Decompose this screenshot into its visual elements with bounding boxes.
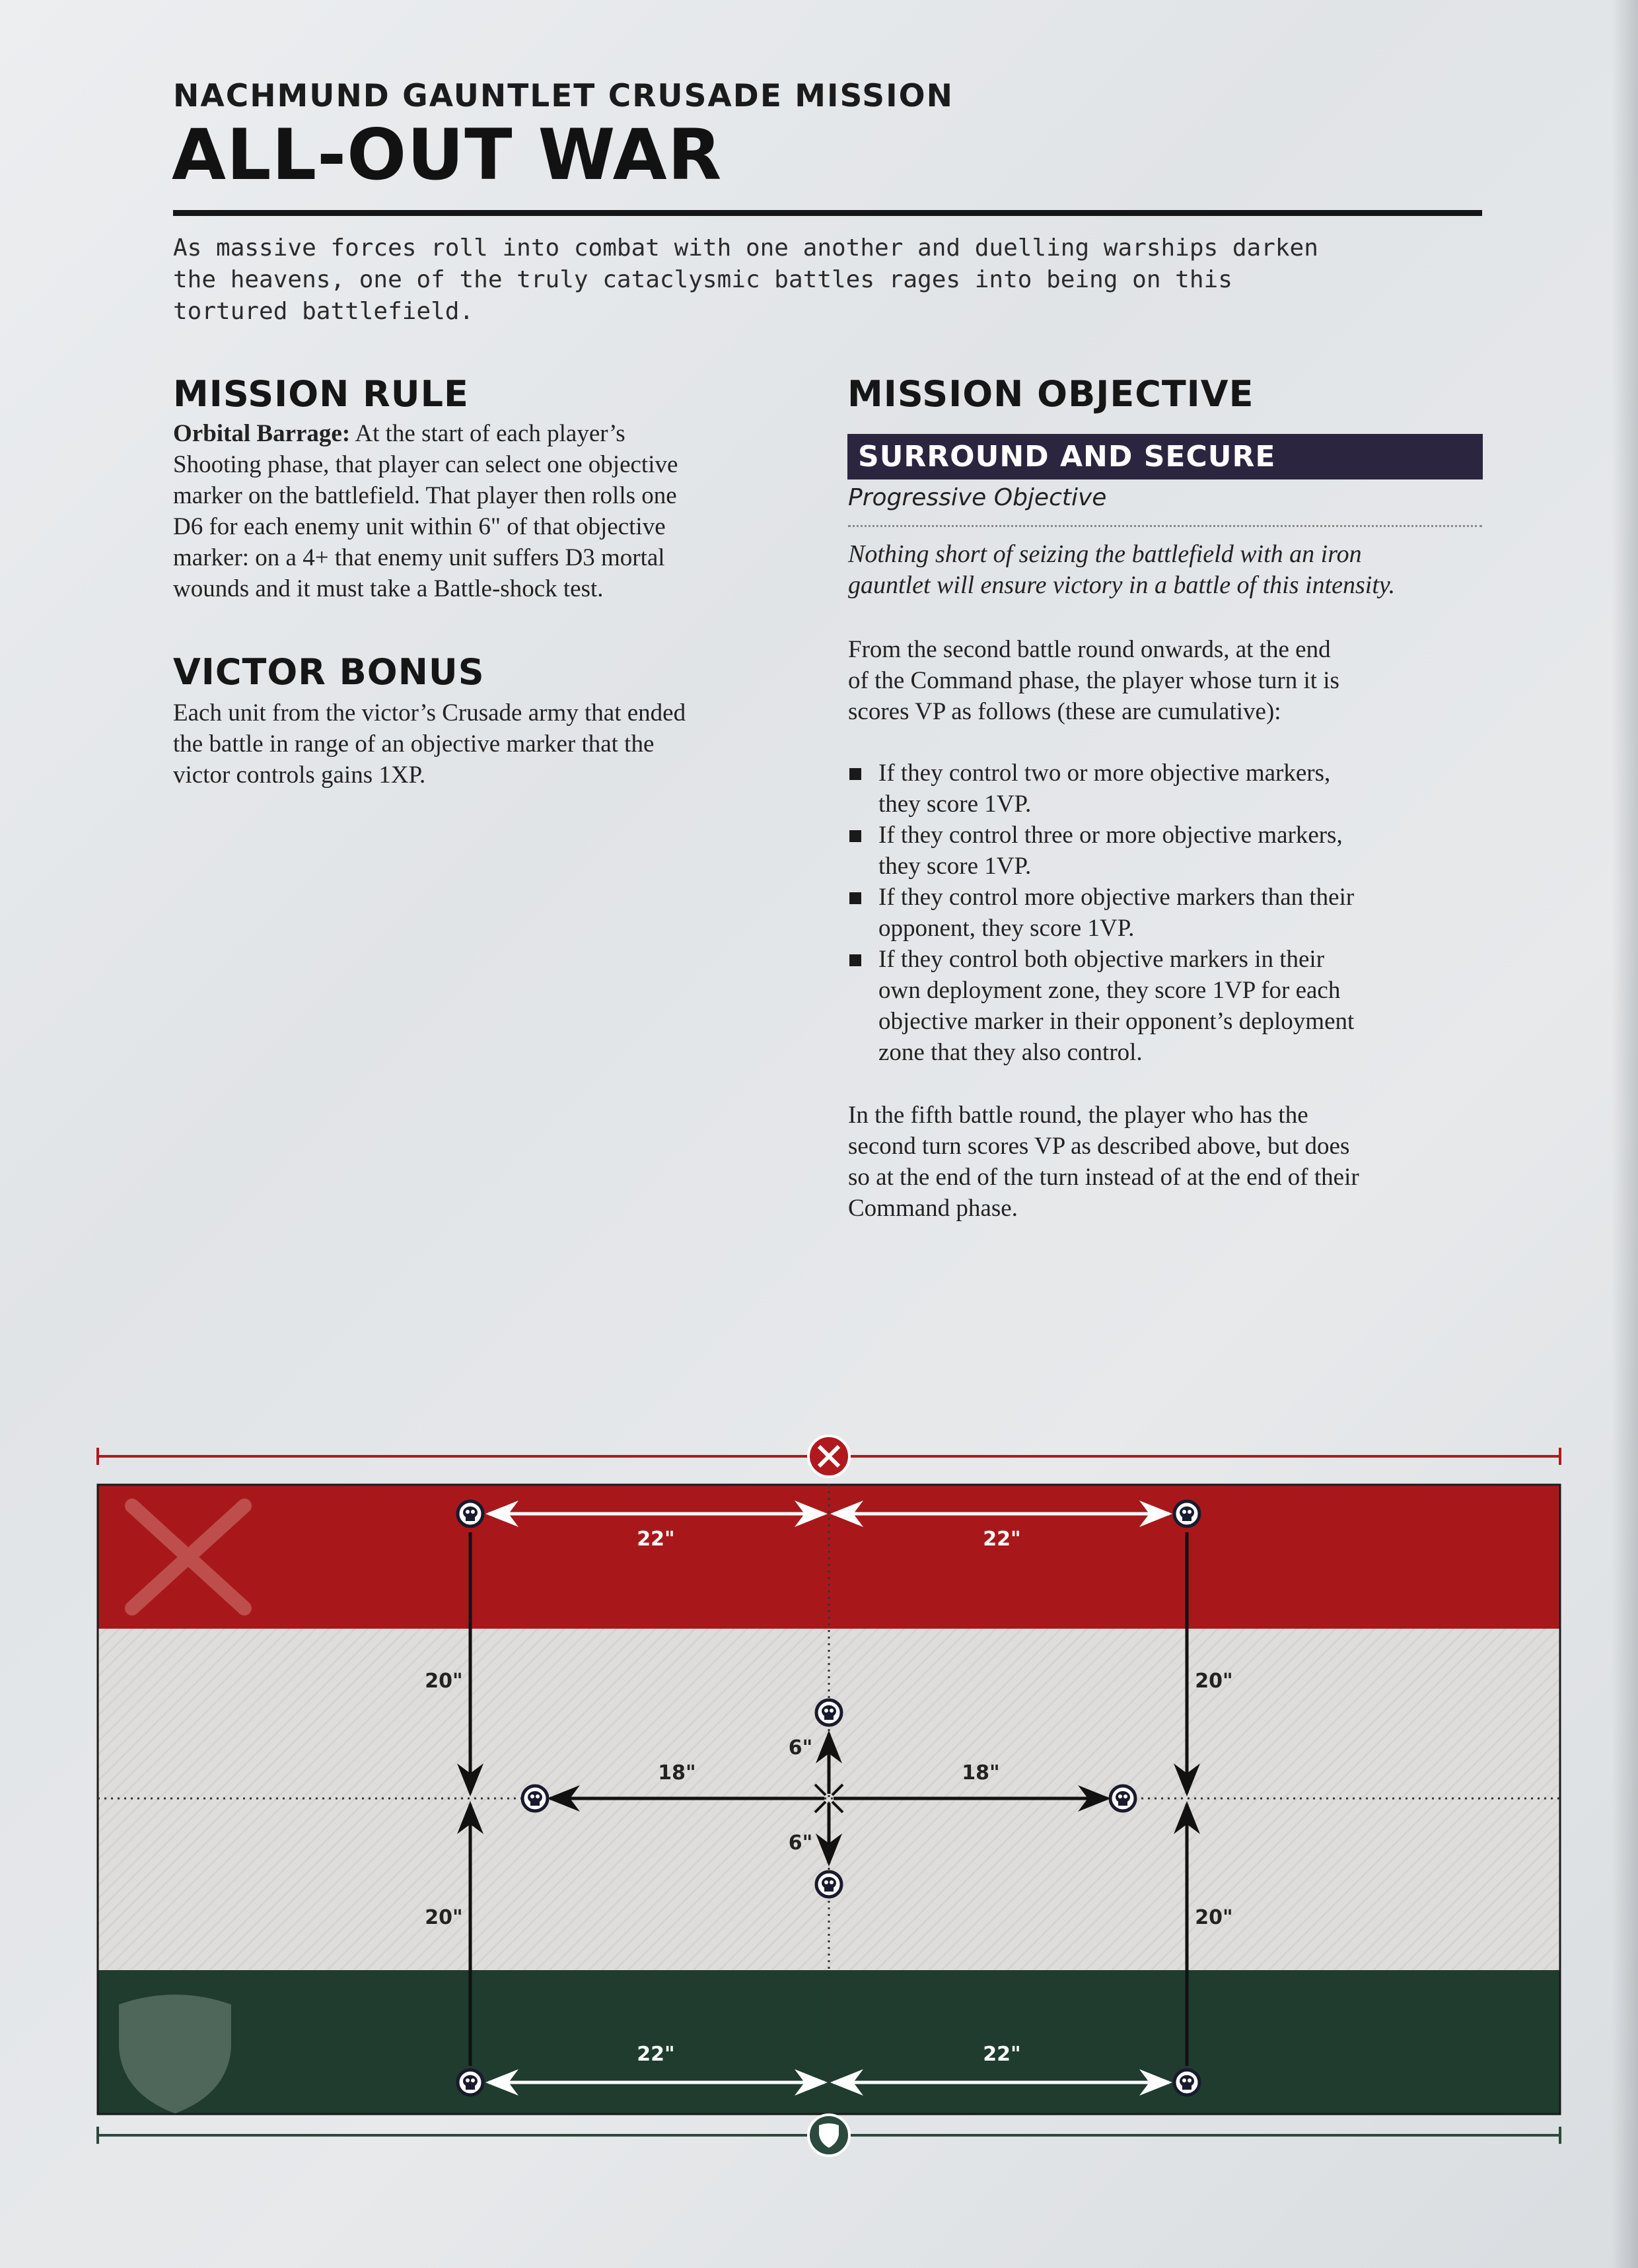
title-divider bbox=[173, 210, 1482, 216]
skull-objective-icon bbox=[816, 1700, 841, 1725]
mission-objective-heading: MISSION OBJECTIVE bbox=[847, 373, 1254, 415]
distance-label: 22" bbox=[637, 1528, 675, 1551]
victor-bonus-heading: VICTOR BONUS bbox=[173, 651, 485, 693]
deployment-map bbox=[0, 1433, 1638, 2166]
distance-label: 6" bbox=[788, 1831, 813, 1855]
bonus-line: victor controls gains 1XP. bbox=[173, 762, 426, 789]
victor-bonus-text bbox=[173, 697, 807, 791]
bullet-line: they score 1VP. bbox=[878, 853, 1032, 880]
distance-label: 18" bbox=[962, 1761, 1000, 1785]
defender-edge-line bbox=[98, 2115, 1560, 2156]
flavour-text bbox=[848, 539, 1489, 601]
attacker-edge-line bbox=[98, 1436, 1560, 1477]
skull-objective-icon bbox=[1174, 2070, 1199, 2095]
rule-line: D6 for each enemy unit within 6" of that objective bbox=[173, 513, 666, 540]
flavour-line: gauntlet will ensure victory in a battle of this intensity. bbox=[848, 571, 1396, 599]
distance-label: 20" bbox=[1195, 1906, 1233, 1929]
page-title: ALL-OUT WAR bbox=[172, 114, 723, 195]
mission-kicker: NACHMUND GAUNTLET CRUSADE MISSION bbox=[173, 78, 954, 114]
scoring-bullet bbox=[848, 944, 1482, 1068]
skull-objective-icon bbox=[458, 2070, 483, 2095]
bullet-line: If they control three or more objective markers, bbox=[878, 822, 1343, 849]
skull-objective-icon bbox=[1110, 1786, 1135, 1811]
bullet-square-icon bbox=[849, 892, 861, 904]
rule-line: Shooting phase, that player can select one objective bbox=[173, 451, 678, 478]
rule-line: At the start of each player’s bbox=[350, 420, 625, 447]
bullet-line: they score 1VP. bbox=[878, 791, 1032, 818]
skull-objective-icon bbox=[1174, 1501, 1199, 1526]
flavour-line: Nothing short of seizing the battlefield with an iron bbox=[848, 540, 1362, 568]
paragraph-line: scores VP as follows (these are cumulative): bbox=[848, 698, 1281, 725]
mission-rule-text bbox=[173, 418, 807, 604]
distance-label: 22" bbox=[983, 1528, 1021, 1551]
skull-objective-icon bbox=[458, 1501, 483, 1526]
bullet-square-icon bbox=[849, 954, 861, 966]
bonus-line: Each unit from the victor’s Crusade army that ended bbox=[173, 699, 686, 726]
objective-paragraph-2 bbox=[848, 1100, 1482, 1224]
scoring-bullet bbox=[848, 820, 1482, 882]
paragraph-line: of the Command phase, the player whose turn it is bbox=[848, 667, 1339, 694]
mission-rule-heading: MISSION RULE bbox=[173, 373, 469, 415]
objective-banner: SURROUND AND SECURE bbox=[847, 434, 1483, 479]
bullet-line: objective marker in their opponent’s deployment bbox=[878, 1008, 1355, 1035]
bullet-line: If they control both objective markers in their bbox=[878, 946, 1325, 973]
scoring-bullet bbox=[848, 882, 1482, 944]
bullet-line: If they control two or more objective markers, bbox=[878, 760, 1331, 787]
dotted-divider bbox=[848, 525, 1482, 527]
distance-label: 18" bbox=[658, 1761, 696, 1785]
rule-line: marker on the battlefield. That player then rolls one bbox=[173, 482, 677, 509]
skull-objective-icon bbox=[816, 1872, 841, 1897]
intro-paragraph: As massive forces roll into combat with one another and duelling warships darken the heavens, one of the truly cataclysmic battles rages into being on this tortured battlefield. bbox=[173, 234, 1318, 325]
rule-line: wounds and it must take a Battle-shock test. bbox=[173, 575, 604, 602]
scoring-list bbox=[848, 758, 1482, 1068]
paragraph-line: From the second battle round onwards, at the end bbox=[848, 636, 1331, 663]
paragraph-line: second turn scores VP as described above, but does bbox=[848, 1133, 1350, 1160]
bonus-line: the battle in range of an objective marker that the bbox=[173, 730, 655, 758]
bullet-line: zone that they also control. bbox=[878, 1039, 1143, 1066]
distance-label: 20" bbox=[1195, 1670, 1233, 1693]
bullet-line: opponent, they score 1VP. bbox=[878, 915, 1135, 942]
distance-label: 22" bbox=[637, 2043, 675, 2066]
bullet-line: If they control more objective markers than their bbox=[878, 884, 1355, 911]
rule-line: marker: on a 4+ that enemy unit suffers D3 mortal bbox=[173, 544, 665, 571]
bullet-line: own deployment zone, they score 1VP for each bbox=[878, 977, 1341, 1004]
objective-subtype: Progressive Objective bbox=[848, 484, 1107, 511]
distance-label: 20" bbox=[425, 1670, 463, 1693]
skull-objective-icon bbox=[522, 1786, 548, 1811]
bullet-square-icon bbox=[849, 830, 861, 842]
distance-label: 6" bbox=[788, 1736, 813, 1759]
distance-label: 22" bbox=[983, 2043, 1021, 2066]
paragraph-line: Command phase. bbox=[848, 1195, 1018, 1222]
distance-label: 20" bbox=[425, 1906, 463, 1929]
paragraph-line: In the fifth battle round, the player who has the bbox=[848, 1102, 1308, 1129]
scoring-bullet bbox=[848, 758, 1482, 820]
bullet-square-icon bbox=[849, 768, 861, 780]
paragraph-line: so at the end of the turn instead of at the end of their bbox=[848, 1164, 1359, 1191]
objective-paragraph-1 bbox=[848, 634, 1482, 727]
crossed-swords-icon bbox=[808, 1436, 849, 1477]
shield-icon bbox=[808, 2115, 849, 2156]
rule-name: Orbital Barrage: bbox=[173, 420, 351, 447]
